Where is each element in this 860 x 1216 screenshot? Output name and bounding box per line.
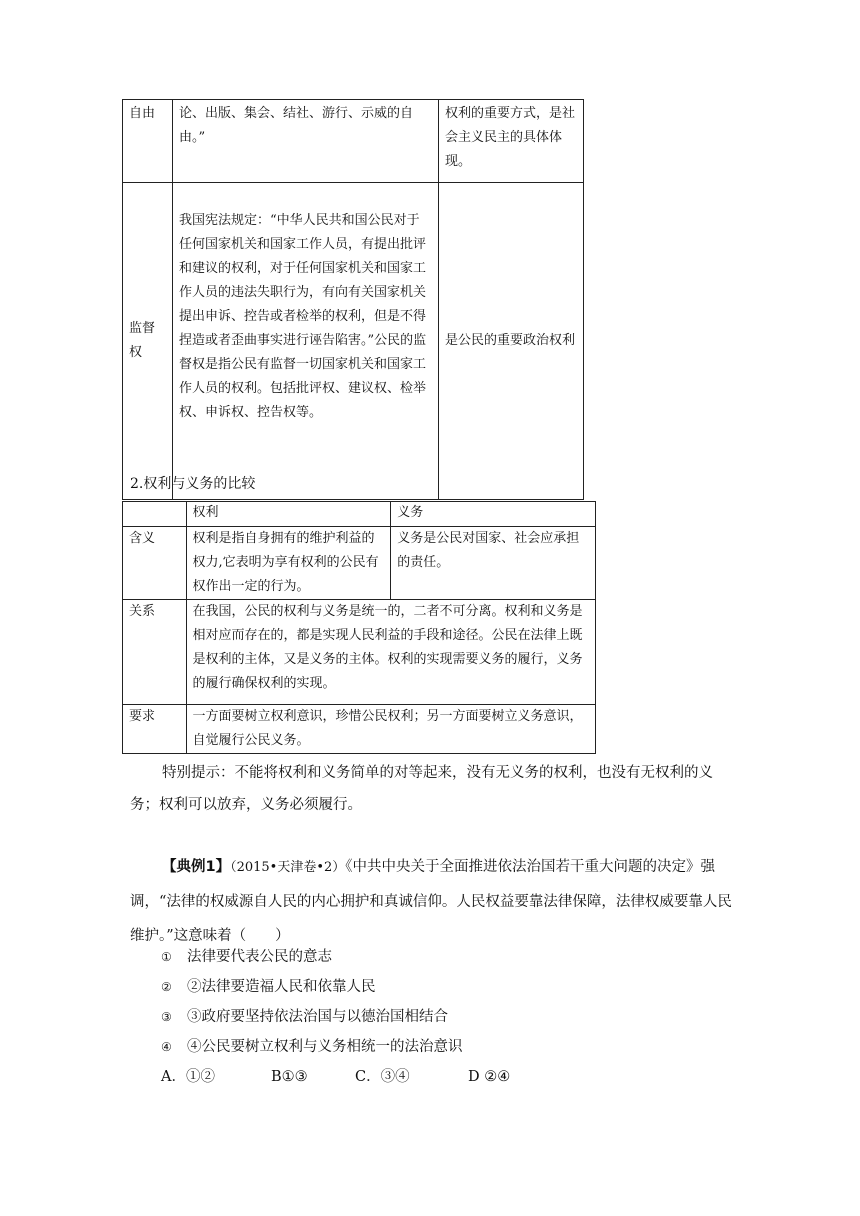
option-number: ④ — [161, 1040, 172, 1054]
example-source: （2015•天津卷•2） — [230, 860, 346, 875]
answer-c: C．③④ — [355, 1069, 410, 1085]
section-heading: 2.权利与义务的比较 — [130, 476, 256, 492]
right-content: 我国宪法规定：“中华人民共和国公民对于任何国家机关和国家工作人员，有提出批评和建议的权利，对于任何国家机关和国家工作人员的违法失职行为，有向有关国家机关提出申诉、控告或者检举的权利，但是不得捏造或者歪曲事实进行诬告陷害。”公民的监督权是指公民有监督一切国家机关和国家工作人员的权利。包括批评权、建议权、检举权、申诉权、控告权等。 — [173, 183, 439, 500]
table-row — [123, 705, 596, 754]
option-number: ① — [161, 950, 172, 964]
right-note: 权利的重要方式，是社会主义民主的具体体现。 — [439, 100, 584, 183]
example-question — [130, 850, 740, 953]
option-text: ③政府要坚持依法治国与以德治国相结合 — [187, 1009, 448, 1025]
row-label: 关系 — [123, 600, 187, 705]
table-row — [123, 183, 584, 500]
table-header-row — [123, 502, 596, 527]
rights-table — [122, 99, 584, 500]
answer-d: D ②④ — [468, 1069, 511, 1085]
right-name: 自由 — [123, 100, 173, 183]
option-text: ④公民要树立权利与义务相统一的法治意识 — [187, 1039, 463, 1055]
header-cell: 义务 — [391, 502, 596, 527]
option-item — [161, 942, 332, 972]
header-cell: 权利 — [186, 502, 391, 527]
answer-b: B①③ — [271, 1069, 308, 1085]
answer-a: A．①② — [161, 1069, 215, 1085]
example-label: 【典例1】 — [162, 859, 231, 875]
row-label: 要求 — [123, 705, 187, 754]
duties-definition: 义务是公民对国家、社会应承担的责任。 — [391, 527, 596, 600]
right-content: 论、出版、集会、结社、游行、示威的自由。” — [173, 100, 439, 183]
option-number: ② — [161, 980, 172, 994]
option-item — [161, 972, 376, 1002]
option-number: ③ — [161, 1010, 172, 1024]
right-name: 监督权 — [123, 183, 173, 500]
option-text: ②法律要造福人民和依靠人民 — [187, 979, 376, 995]
example-text: 《中共中央关于全面推进依法治国若干重大问题的决定》强调，“法律的权威源自人民的内心拥护和真诚信仰。人民权益要靠法律保障，法律权威要靠人民维护。”这意味着（ ） — [130, 859, 732, 944]
row-label: 含义 — [123, 527, 187, 600]
rights-definition: 权利是指自身拥有的维护利益的权力,它表明为享有权利的公民有权作出一定的行为。 — [186, 527, 391, 600]
option-item — [161, 1032, 463, 1062]
requirement-text: 一方面要树立权利意识，珍惜公民权利；另一方面要树立义务意识，自觉履行公民义务。 — [186, 705, 595, 754]
table-row — [123, 527, 596, 600]
table-row — [123, 600, 596, 705]
answer-choices — [161, 1062, 510, 1092]
special-tip: 特别提示：不能将权利和义务简单的对等起来，没有无义务的权利，也没有无权利的义务；权利可以放弃，义务必须履行。 — [130, 765, 713, 813]
relation-text: 在我国，公民的权利与义务是统一的，二者不可分离。权利和义务是相对应而存在的，都是实现人民利益的手段和途径。公民在法律上既是权利的主体，又是义务的主体。权利的实现需要义务的履行，义务的履行确保权利的实现。 — [186, 600, 595, 705]
header-cell — [123, 502, 187, 527]
right-note: 是公民的重要政治权利 — [439, 183, 584, 500]
table-row — [123, 100, 584, 183]
option-item — [161, 1002, 448, 1032]
option-text: 法律要代表公民的意志 — [187, 949, 332, 965]
comparison-table — [122, 501, 596, 754]
